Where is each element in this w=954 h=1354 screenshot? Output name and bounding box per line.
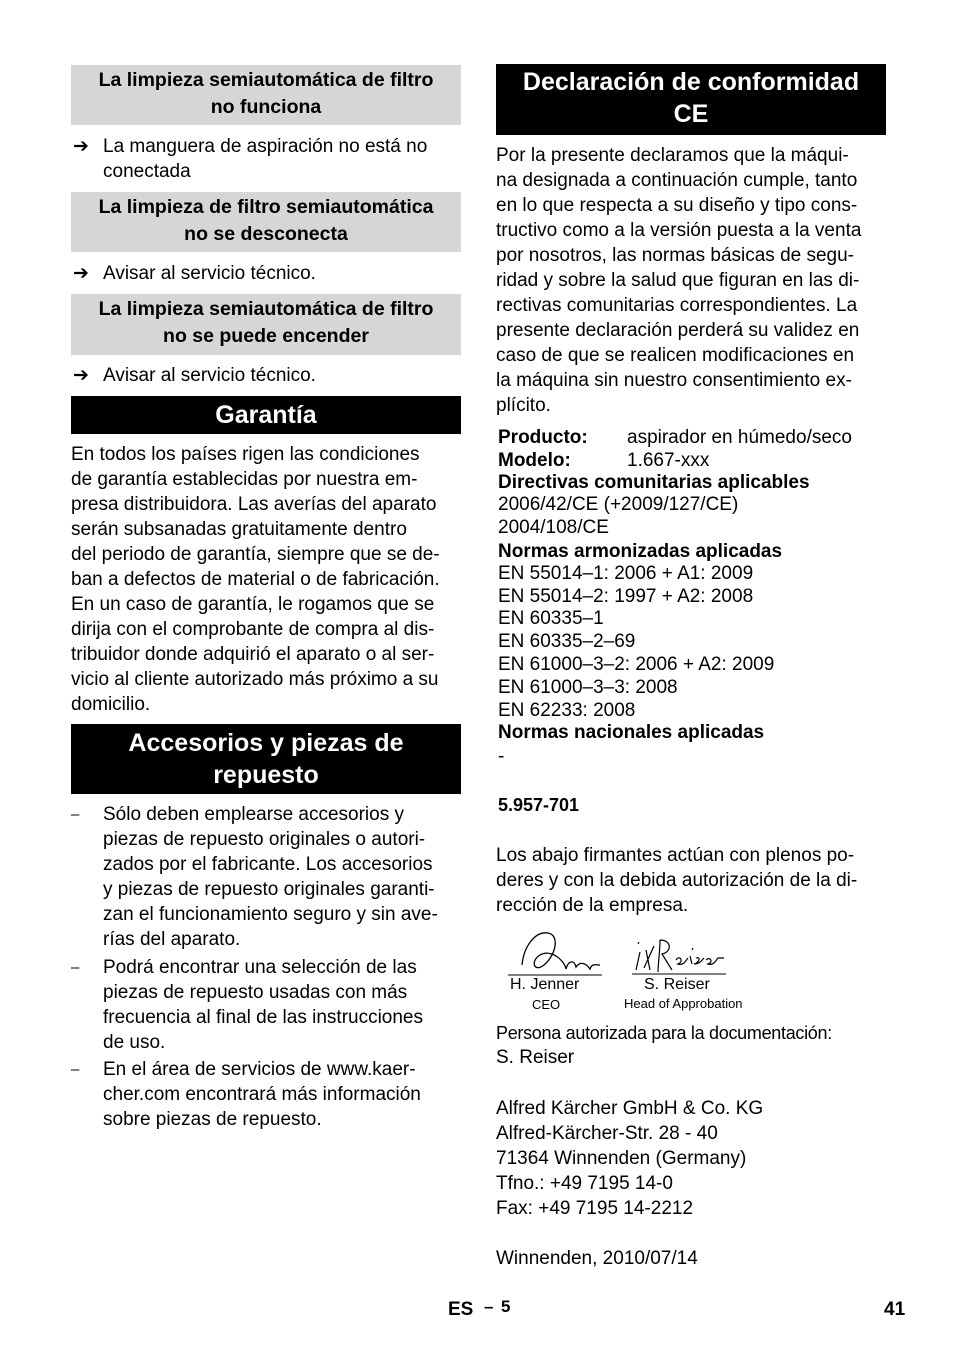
producto-label: Producto: <box>498 427 588 448</box>
norma-item: EN 55014–1: 2006 + A1: 2009 <box>498 563 754 584</box>
directiva-item: 2006/42/CE (+2009/127/CE) <box>498 494 739 515</box>
norma-item: EN 61000–3–3: 2008 <box>498 677 678 698</box>
heading-line: CE <box>673 100 709 128</box>
heading-line: La limpieza semiautomática de filtro <box>98 69 434 91</box>
dash-bullet-icon: – <box>71 806 80 823</box>
section-heading-filter-not-off <box>71 192 461 252</box>
section-heading-accesorios <box>71 724 461 794</box>
heading-line: no se puede encender <box>163 325 369 347</box>
modelo-value: 1.667-xxx <box>627 450 710 471</box>
footer-language: ES <box>448 1299 474 1320</box>
normas-armonizadas-label: Normas armonizadas aplicadas <box>498 541 783 562</box>
dash-bullet-icon: – <box>71 959 80 976</box>
signer2-name: S. Reiser <box>644 976 710 993</box>
modelo-label: Modelo: <box>498 450 571 471</box>
section-heading-filter-not-on <box>71 294 461 355</box>
heading-line: La limpieza semiautomática de filtro <box>98 298 434 320</box>
arrow-right-icon: ➔ <box>73 136 89 157</box>
heading-line: Garantía <box>215 401 317 429</box>
section-heading-filter-not-working <box>71 65 461 125</box>
producto-value: aspirador en húmedo/seco <box>627 427 852 448</box>
norma-item: EN 60335–1 <box>498 608 604 629</box>
arrow-right-icon: ➔ <box>73 365 89 386</box>
footer-section-page: 5 <box>501 1297 511 1316</box>
signature-jenner <box>504 925 604 980</box>
heading-line: no funciona <box>210 96 322 118</box>
directiva-item: 2004/108/CE <box>498 517 609 538</box>
auth-name: S. Reiser <box>496 1047 575 1068</box>
arrow-right-icon: ➔ <box>73 263 89 284</box>
item-line: conectada <box>103 161 191 182</box>
normas-nacionales-value: - <box>498 746 505 767</box>
item-line: Avisar al servicio técnico. <box>103 365 316 386</box>
section-heading-declaracion <box>496 64 886 135</box>
signers-paragraph: Los abajo firmantes actúan con plenos po- deres y con la debida autorización de la di- rección de la empresa. <box>496 845 858 916</box>
signer1-role: CEO <box>532 997 561 1012</box>
norma-item: EN 61000–3–2: 2006 + A2: 2009 <box>498 654 775 675</box>
item-line: Avisar al servicio técnico. <box>103 263 316 284</box>
signer2-role: Head of Approbation <box>624 996 743 1011</box>
norma-item: EN 55014–2: 1997 + A2: 2008 <box>498 586 754 607</box>
heading-line: repuesto <box>213 761 319 789</box>
auth-label: Persona autorizada para la documentación: <box>496 1023 832 1043</box>
norma-item: EN 62233: 2008 <box>498 700 636 721</box>
document-number: 5.957-701 <box>498 795 580 815</box>
company-address: Alfred Kärcher GmbH & Co. KG Alfred-Kärcher-Str. 28 - 40 71364 Winnenden (Germany) Tfno.: +49 7195 14-0 Fax: +49 7195 14-2212 <box>496 1098 764 1219</box>
declaracion-paragraph: Por la presente declaramos que la máqui- na designada a continuación cumple, tanto en lo que respecta a su diseño y tipo cons- tructivo como a la versión puesta a la venta por nosotros, las normas básicas de segu- ridad y sobre la salud que figuran en las di- rectivas comunitarias correspondientes. La presente declaración perderá su validez en caso de que se realicen modificaciones en la máquina sin nuestro consentimiento ex- plícito. <box>496 145 862 416</box>
section-heading-garantia <box>71 396 461 434</box>
heading-line: Declaración de conformidad <box>522 68 860 96</box>
footer-dash: – <box>484 1297 494 1316</box>
norma-item: EN 60335–2–69 <box>498 631 636 652</box>
place-date: Winnenden, 2010/07/14 <box>496 1248 698 1269</box>
signature-reiser <box>632 930 732 978</box>
directivas-label: Directivas comunitarias aplicables <box>498 472 810 493</box>
dash-bullet-icon: – <box>71 1061 80 1078</box>
heading-line: La limpieza de filtro semiautomática <box>98 196 434 218</box>
heading-line: Accesorios y piezas de <box>128 729 404 757</box>
garantia-paragraph: En todos los países rigen las condiciones de garantía establecidas por nuestra em- presa distribuidora. Las averías del aparato serán subsanadas gratuitamente dentro del periodo de garantía, siempre que se de- ban a defectos de material o de fabricación. En un caso de garantía, le rogamos que se dirija con el comprobante de compra al dis- tribuidor donde adquirió el aparato o al ser- vicio al cliente autorizado más próximo a su domicilio. <box>71 444 440 715</box>
normas-nacionales-label: Normas nacionales aplicadas <box>498 722 765 743</box>
item-line: La manguera de aspiración no está no <box>103 136 428 157</box>
signer1-name: H. Jenner <box>510 976 580 993</box>
heading-line: no se desconecta <box>184 223 348 245</box>
footer-page-number: 41 <box>884 1299 906 1320</box>
